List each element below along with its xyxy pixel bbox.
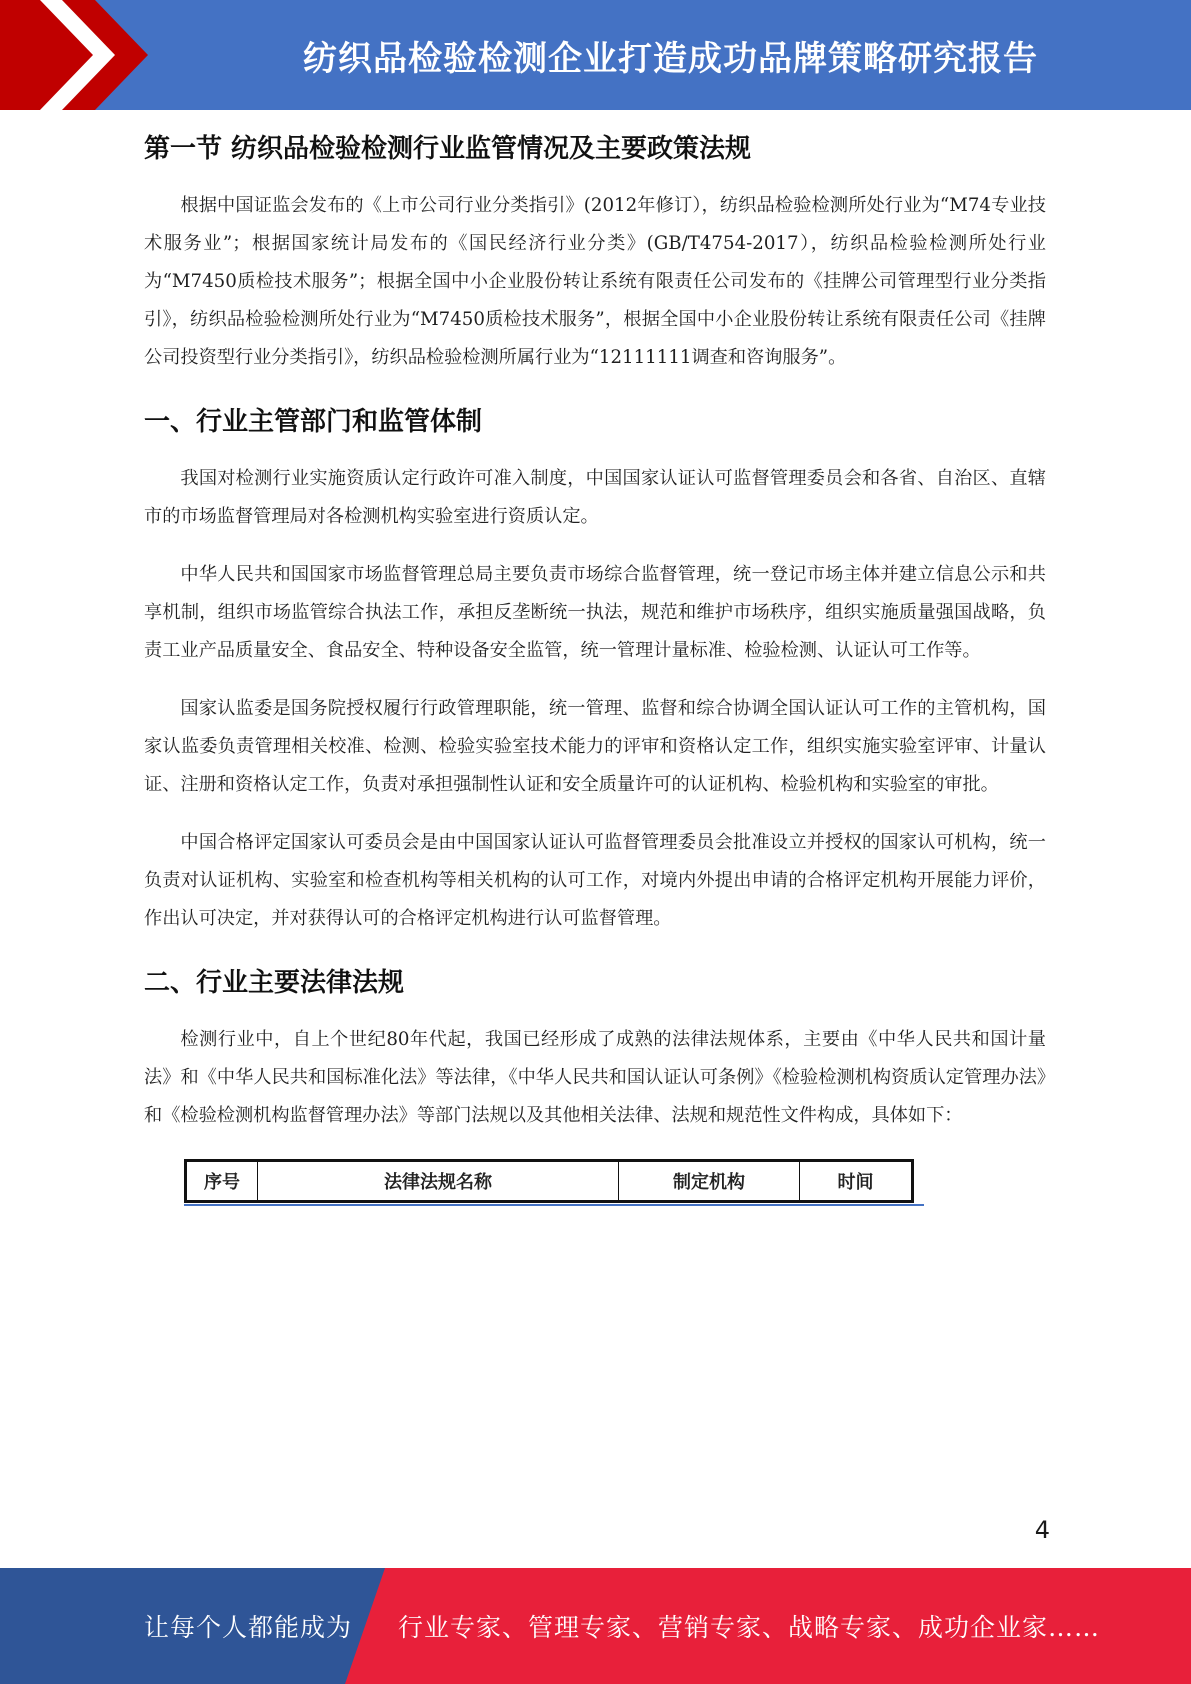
section-title: 第一节 纺织品检验检测行业监管情况及主要政策法规: [144, 134, 752, 164]
footer-slogan-left: 让每个人都能成为: [144, 1613, 353, 1642]
intro-paragraph: 根据中国证监会发布的《上市公司行业分类指引》(2012年修订），纺织品检验检测所处行业为“M74专业技术服务业”；根据国家统计局发布的《国民经济行业分类》(GB/T4754-2017），纺织品检验检测所处行业为“M7450质检技术服务”；根据全国中小企业股份转让系统有限责任公司发布的《挂牌公司管理型行业分类指引》，纺织品检验检测所处行业为“M7450质检技术服务”，根据全国中小企业股份转让系统有限责任公司《挂牌公司投资型行业分类指引》，纺织品检验检测所属行业为“12111111调查和咨询服务”。: [144, 195, 1046, 368]
col-header-date: 时间: [800, 1161, 913, 1202]
col-header-number: 序号: [186, 1161, 258, 1202]
page-footer: [0, 1568, 1191, 1684]
paragraph: 中华人民共和国国家市场监督管理总局主要负责市场综合监督管理，统一登记市场主体并建立信息公示和共享机制，组织市场监管综合执法工作，承担反垄断统一执法，规范和维护市场秩序，组织实施质量强国战略，负责工业产品质量安全、食品安全、特种设备安全监管，统一管理计量标准、检验检测、认证认可工作等。: [144, 564, 1046, 661]
main-content: [144, 128, 1046, 1206]
paragraph: 中国合格评定国家认可委员会是由中国国家认证认可监督管理委员会批准设立并授权的国家认可机构，统一负责对认证机构、实验室和检查机构等相关机构的认可工作，对境内外提出申请的合格评定机构开展能力评价，作出认可决定，并对获得认可的合格评定机构进行认可监督管理。: [144, 832, 1046, 929]
page-header: [0, 0, 1191, 110]
col-header-authority: 制定机构: [619, 1161, 800, 1202]
paragraph: 国家认监委是国务院授权履行行政管理职能，统一管理、监督和综合协调全国认证认可工作的主管机构，国家认监委负责管理相关校准、检测、检验实验室技术能力的评审和资格认定工作，组织实施实验室评审、计量认证、注册和资格认定工作，负责对承担强制性认证和安全质量许可的认证机构、检验机构和实验室的审批。: [144, 698, 1046, 795]
regulations-table: [184, 1159, 914, 1203]
report-title: 纺织品检验检测企业打造成功品牌策略研究报告: [303, 38, 1038, 79]
heading-laws-regulations: 二、行业主要法律法规: [144, 968, 405, 998]
paragraph: 我国对检测行业实施资质认定行政许可准入制度，中国国家认证认可监督管理委员会和各省、自治区、直辖市的市场监督管理局对各检测机构实验室进行资质认定。: [144, 468, 1046, 527]
col-header-law-name: 法律法规名称: [258, 1161, 619, 1202]
heading-regulatory-system: 一、行业主管部门和监管体制: [144, 407, 483, 437]
header-arrow-graphic: [0, 0, 160, 110]
table-header-row: [186, 1161, 913, 1202]
regulations-table-wrapper: [184, 1159, 924, 1206]
footer-slogan-right: 行业专家、管理专家、营销专家、战略专家、成功企业家……: [398, 1613, 1101, 1642]
paragraph: 检测行业中，自上个世纪80年代起，我国已经形成了成熟的法律法规体系，主要由《中华人民共和国计量法》和《中华人民共和国标准化法》等法律，《中华人民共和国认证认可条例》《检验检测机构资质认定管理办法》和《检验检测机构监督管理办法》等部门法规以及其他相关法律、法规和规范性文件构成，具体如下：: [144, 1029, 1046, 1126]
page-number: 4: [1034, 1516, 1050, 1544]
